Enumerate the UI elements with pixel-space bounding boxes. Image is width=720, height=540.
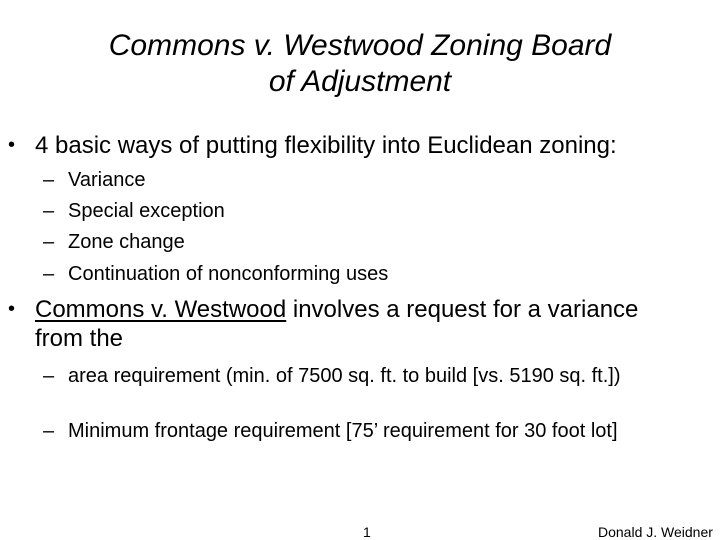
dash-marker: –	[43, 365, 55, 387]
dash-marker: –	[43, 231, 55, 253]
bullet-text: 4 basic ways of putting flexibility into Euclidean zoning:	[35, 132, 617, 159]
dash-marker: –	[43, 263, 55, 285]
author-name: Donald J. Weidner	[598, 524, 713, 540]
title-line-1: Commons v. Westwood Zoning Board	[108, 29, 612, 62]
slide-title	[40, 28, 680, 100]
sub-bullet-text: Minimum frontage requirement [75’ requirement for 30 foot lot]	[68, 420, 618, 442]
title-line-2: of Adjustment	[268, 65, 452, 98]
sub-bullet-text: Variance	[68, 169, 146, 191]
dash-marker: –	[43, 200, 55, 222]
dash-marker: –	[43, 420, 55, 442]
sub-bullet-text: Zone change	[68, 231, 185, 253]
case-name: Commons v. Westwood	[35, 296, 287, 323]
bullet-marker: •	[8, 134, 16, 156]
bullet-marker: •	[8, 298, 16, 320]
sub-bullet-text: area requirement (min. of 7500 sq. ft. to build [vs. 5190 sq. ft.])	[68, 365, 621, 387]
sub-bullet-text: Continuation of nonconforming uses	[68, 263, 389, 285]
bullet-text	[35, 295, 675, 353]
page-number: 1	[363, 524, 371, 540]
dash-marker: –	[43, 169, 55, 191]
bullet-text-rest: involves a request for a variance from the	[35, 296, 639, 352]
sub-bullet-text: Special exception	[68, 200, 225, 222]
